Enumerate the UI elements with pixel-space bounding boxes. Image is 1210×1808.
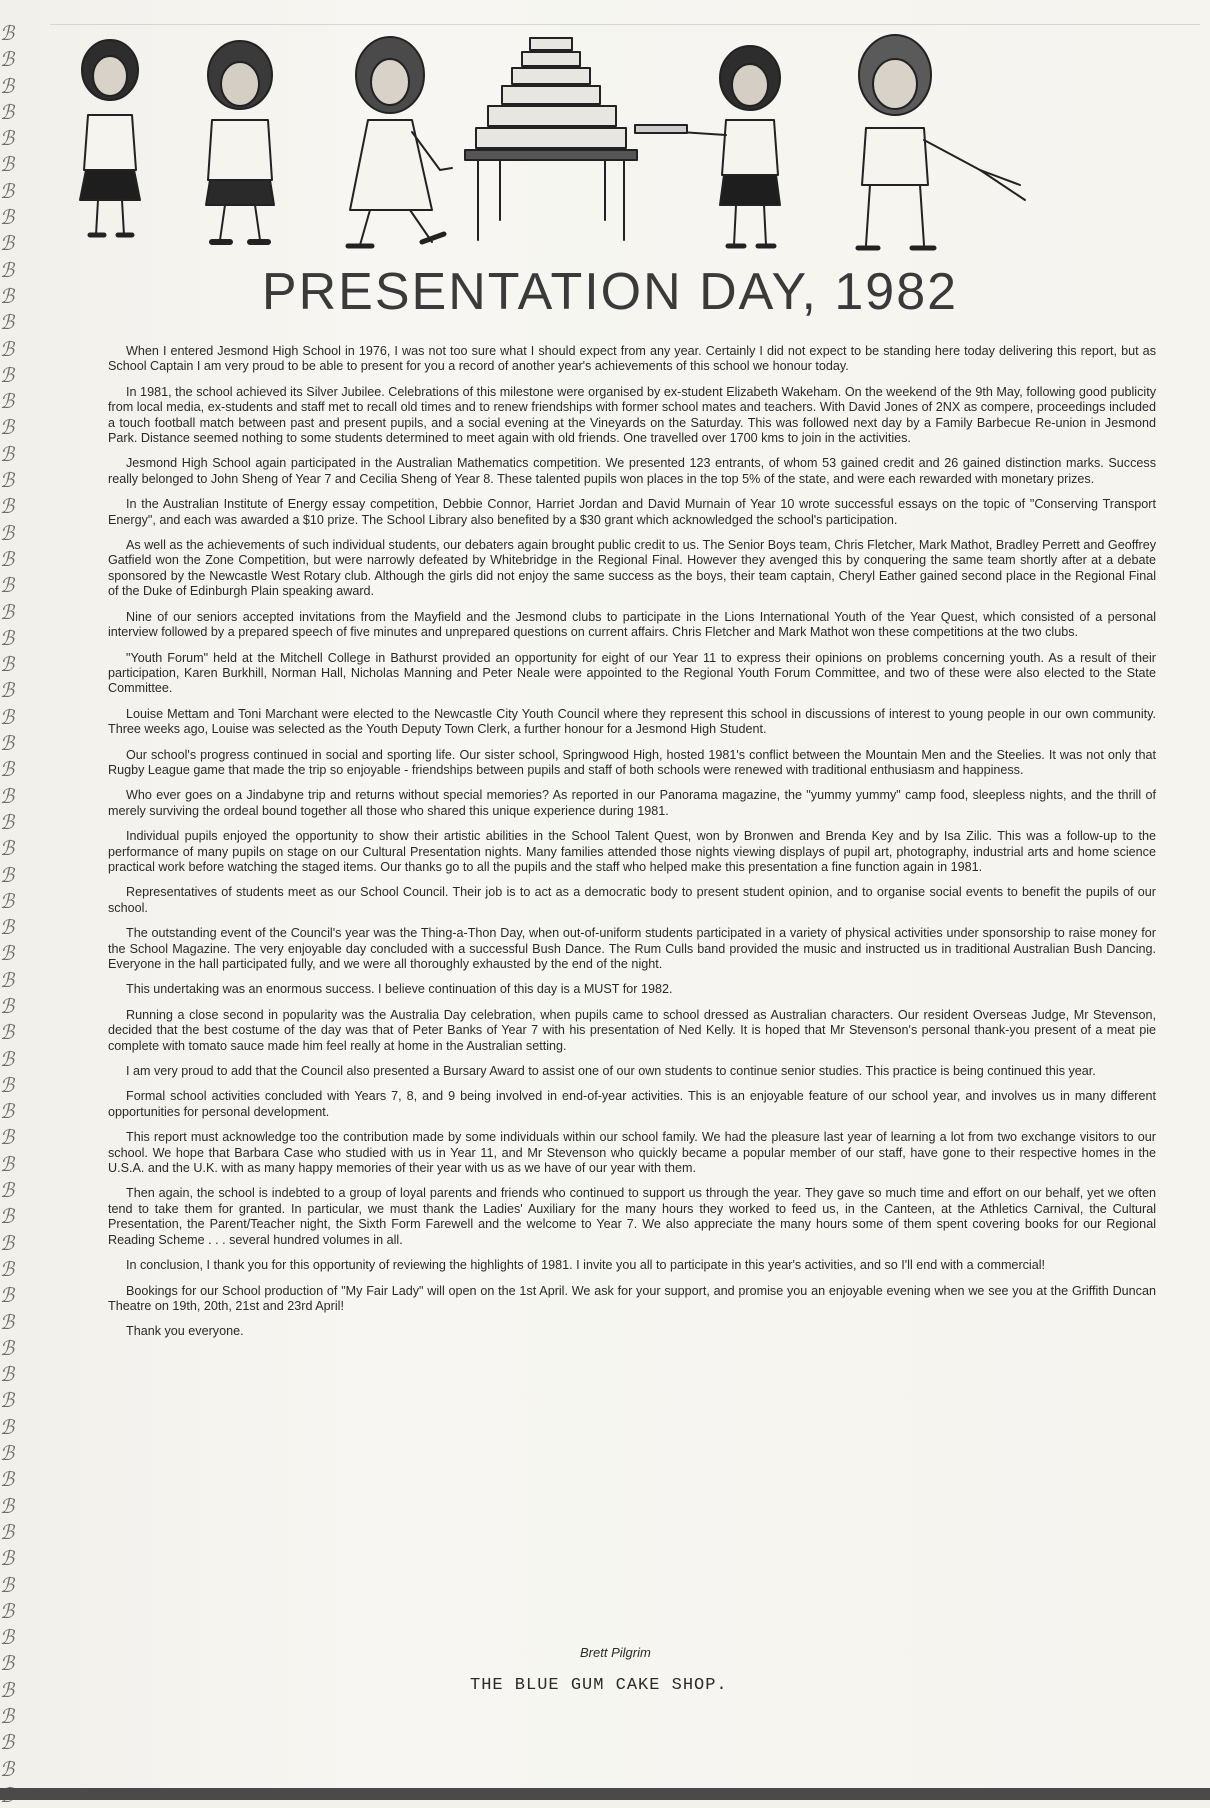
report-paragraph: In conclusion, I thank you for this opportunity of reviewing the highlights of 1981. I invite you all to participate in this year's activities, and so I'll end with a commercial! [126,1258,1046,1273]
author-signature: Brett Pilgrim [580,1645,651,1660]
border-pattern-icon: ℬ ℬ ℬ ℬ ℬ ℬ ℬ ℬ ℬ ℬ ℬ ℬ ℬ ℬ ℬ ℬ ℬ ℬ ℬ ℬ ℬ ℬ ℬ ℬ ℬ ℬ ℬ ℬ ℬ ℬ ℬ ℬ ℬ ℬ ℬ ℬ ℬ ℬ ℬ ℬ ℬ ℬ ℬ ℬ ℬ ℬ ℬ ℬ ℬ ℬ ℬ ℬ ℬ ℬ ℬ ℬ ℬ ℬ ℬ ℬ ℬ ℬ ℬ ℬ ℬ ℬ ℬ [0,21,13,1781]
report-paragraph: As well as the achievements of such individual students, our debaters again brought public credit to us. The Senior Boys team, Chris Fletcher, Mark Mathot, Bradley Perrett and Geoffrey Gatfield won the Zone Competition, but were narrowly defeated by Whitebridge in the Regional Final. However they avenged this by conquering the same team shortly after at a debate sponsored by the Newcastle West Rotary club. Although the girls did not enjoy the same success as the boys, their team captain, Cheryl Eather gained second place in the Regional Final of the Duke of Edinburgh Plain speaking award. [108,538,1156,599]
student-figure-2 [206,41,274,242]
report-paragraph: Nine of our seniors accepted invitations from the Mayfield and the Jesmond clubs to participate in the Lions International Youth of the Year Quest, which consisted of a personal interview followed by a prepared speech of five minutes and unprepared questions on current affairs. Chris Fletcher and Mark Mathot won these competitions at the two clubs. [108,609,1156,640]
report-paragraph: Thank you everyone. [126,1324,244,1339]
report-paragraph: Formal school activities concluded with Years 7, 8, and 9 being involved in end-of-year activities. This is an enjoyable feature of our school year, and involves us in many different opportunities for personal development. [108,1089,1156,1119]
report-paragraph: Jesmond High School again participated in the Australian Mathematics competition. We presented 123 entrants, of whom 53 gained credit and 26 gained distinction marks. Success really belonged to John Sheng of Year 7 and Cecilia Sheng of Year 8. These talented pupils won places in the top 5% of the state, and were each rewarded with monetary prizes. [108,456,1156,486]
report-paragraph: Who ever goes on a Jindabyne trip and returns without special memories? As reported in our Panorama magazine, the "yummy yummy" camp food, sleepless nights, and the thrill of merely surviving the ordeal bound together all those who shared this unique experience during 1981. [108,788,1156,818]
shop-stamp: THE BLUE GUM CAKE SHOP. [470,1676,728,1695]
report-paragraph: I am very proud to add that the Council also presented a Bursary Award to assist one of our own students to continue senior studies. This practice is being continued this year. [126,1064,1096,1079]
report-paragraph: Louise Mettam and Toni Marchant were elected to the Newcastle City Youth Council where they represent this school in discussions of interest to young people in our own community. Three weeks ago, Louise was selected as the Youth Deputy Town Clerk, a further honour for a Jesmond High Student. [108,706,1156,737]
bottom-edge [0,1788,1210,1800]
report-paragraph: In the Australian Institute of Energy essay competition, Debbie Connor, Harriet Jordan and David Murnain of Year 10 wrote successful essays on the topic of "Conserving Transport Energy", and each was awarded a $10 prize. The School Library also benefited by a $30 grant which acknowledged the school's participation. [108,497,1156,527]
cake-on-table [465,38,637,240]
page-title: PRESENTATION DAY, 1982 [261,263,959,321]
report-paragraph: This report must acknowledge too the contribution made by some individuals within our school family. We had the pleasure last year of learning a lot from two exchange visitors to our school. We hope that Barbara Case who studied with us in Year 11, and Mr Stevenson who quickly became a popular member of our staff, have gone to their respective homes in the U.S.A. and the U.K. with as many happy memories of their year with us as we have of our year with them. [108,1130,1156,1176]
student-figure-3 [348,37,452,246]
report-paragraph: Representatives of students meet as our School Council. Their job is to act as a democratic body to present student opinion, and to organise social events to benefit the pupils of our school. [108,885,1156,915]
decorative-border [0,20,26,1790]
report-paragraph: "Youth Forum" held at the Mitchell College in Bathurst provided an opportunity for eight of our Year 11 to express their opinions on problems concerning youth. As a result of their participation, Karen Burkhill, Norman Hall, Nicholas Manning and Peter Neale were appointed to the Regional Youth Forum Committee, and two of these were also elected to the State Committee. [108,650,1156,696]
report-body [108,344,1156,1350]
report-paragraph: Then again, the school is indebted to a group of loyal parents and friends who continued to support us through the year. They gave so much time and effort on our behalf, yet we often tend to take them for granted. In particular, we must thank the Ladies' Auxiliary for the many hours they worked to feed us, in the Canteen, at the Athletics Carnival, the Cultural Presentation, the Parent/Teacher night, the Sixth Form Farewell and the welcome to Year 7. We also appreciate the many hours some of them spent covering books for our Regional Reading Scheme . . . several hundred volumes in all. [108,1186,1156,1247]
report-paragraph: Bookings for our School production of "My Fair Lady" will open on the 1st April. We ask for your support, and promise you an enjoyable evening when we see you at the Griffith Duncan Theatre on 19th, 20th, 21st and 23rd April! [108,1283,1156,1313]
report-paragraph: Our school's progress continued in social and sporting life. Our sister school, Springwood High, hosted 1981's conflict between the Mountain Men and the Steelies. It was not only that Rugby League game that made the trip so enjoyable - friendships between pupils and staff of both schools were renewed with traditional enthusiasm and happiness. [108,747,1156,777]
report-paragraph: This undertaking was an enormous success. I believe continuation of this day is a MUST for 1982. [126,982,673,997]
students-cartoon-illustration [60,20,1080,270]
report-paragraph: Individual pupils enjoyed the opportunity to show their artistic abilities in the School Talent Quest, won by Bronwen and Brenda Key and by Isa Zilic. This was a follow-up to the performance of many pupils on stage on our Cultural Presentation nights. Many families attended those nights viewing displays of pupil art, photography, industrial arts and home science practical work before watching the staged items. Our thanks go to all the pupils and the staff who helped make this presentation a fine function again in 1981. [108,829,1156,874]
report-paragraph: Running a close second in popularity was the Australia Day celebration, when pupils came to school dressed as Australian characters. Our resident Overseas Judge, Mr Stevenson, decided that the best costume of the day was that of Peter Banks of Year 7 with his presentation of Ned Kelly. It is hoped that Mr Stevenson's personal thank-you present of a meat pie complete with tomato sauce made him feel really at home in the Australian setting. [108,1007,1156,1053]
student-figure-4 [635,46,780,246]
report-paragraph: When I entered Jesmond High School in 1976, I was not too sure what I should expect from any year. Certainly I did not expect to be standing here today delivering this report, but as School Captain I am very proud to be able to present for you a record of another year's achievements of this school we honour today. [108,344,1156,374]
student-figure-1 [80,40,140,235]
student-figure-5 [858,35,1025,248]
report-paragraph: In 1981, the school achieved its Silver Jubilee. Celebrations of this milestone were organised by ex-student Elizabeth Wakeham. On the weekend of the 9th May, following good publicity from local media, ex-students and staff met to recall old times and to renew friendships with former school mates and teachers. With David Jones of 2NX as compere, proceedings included a touch football match between past and present pupils, and a social evening at the Vineyards on the Saturday. This was followed next day by a Family Barbecue Re-union in Jesmond Park. Distance seemed nothing to some students determined to meet again with old friends. One travelled over 1700 kms to join in the activities. [108,384,1156,446]
report-paragraph: The outstanding event of the Council's year was the Thing-a-Thon Day, when out-of-uniform students participated in a variety of physical activities under sponsorship to raise money for the School Magazine. The very enjoyable day concluded with a successful Bush Dance. The Rum Culls band provided the music and instructed us in traditional Australian Bush Dancing. Everyone in the hall participated fully, and we were all thoroughly exhausted by the end of the night. [108,926,1156,971]
